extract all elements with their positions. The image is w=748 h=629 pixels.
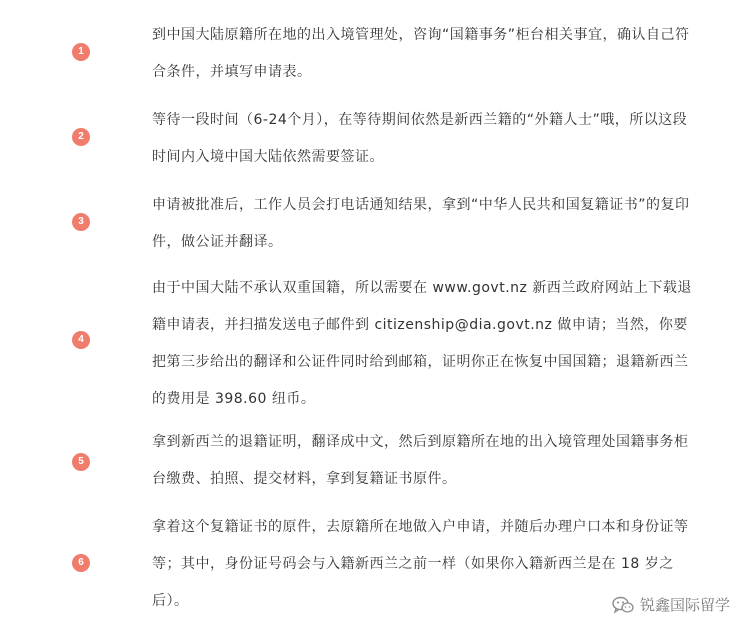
step-text: 拿着这个复籍证书的原件，去原籍所在地做入户申请，并随后办理户口本和身份证等等；其中，身份证号码会与入籍新西兰之前一样（如果你入籍新西兰是在 18 岁之后）。: [152, 519, 689, 609]
step-text: 拿到新西兰的退籍证明，翻译成中文，然后到原籍所在地的出入境管理处国籍事务柜台缴费、拍照、提交材料，拿到复籍证书原件。: [152, 434, 689, 487]
account-watermark: [612, 594, 730, 615]
step-number-badge: 6: [72, 554, 90, 572]
step-text: 等待一段时间（6-24个月），在等待期间依然是新西兰籍的“外籍人士”哦，所以这段时间内入境中国大陆依然需要签证。: [152, 112, 688, 165]
step-number-badge: 3: [72, 213, 90, 231]
step-number-badge: 4: [72, 331, 90, 349]
step-text: 申请被批准后，工作人员会打电话通知结果，拿到“中华人民共和国复籍证书”的复印件，做公证并翻译。: [152, 197, 690, 250]
step-number-badge: 2: [72, 128, 90, 146]
wechat-icon: [612, 596, 634, 614]
step-text: 由于中国大陆不承认双重国籍，所以需要在 www.govt.nz 新西兰政府网站上下载退籍申请表，并扫描发送电子邮件到 citizenship@dia.govt.nz 做申请；当然，你要把第三步给出的翻译和公证件同时给到邮箱，证明你正在恢复中国国籍；退籍新西兰的费用是 398.60 纽币。: [152, 280, 692, 407]
watermark-text: 锐鑫国际留学: [639, 596, 730, 614]
step-number-badge: 1: [72, 43, 90, 61]
step-text: 到中国大陆原籍所在地的出入境管理处，咨询“国籍事务”柜台相关事宜，确认自己符合条件，并填写申请表。: [152, 27, 690, 80]
step-number-badge: 5: [72, 453, 90, 471]
